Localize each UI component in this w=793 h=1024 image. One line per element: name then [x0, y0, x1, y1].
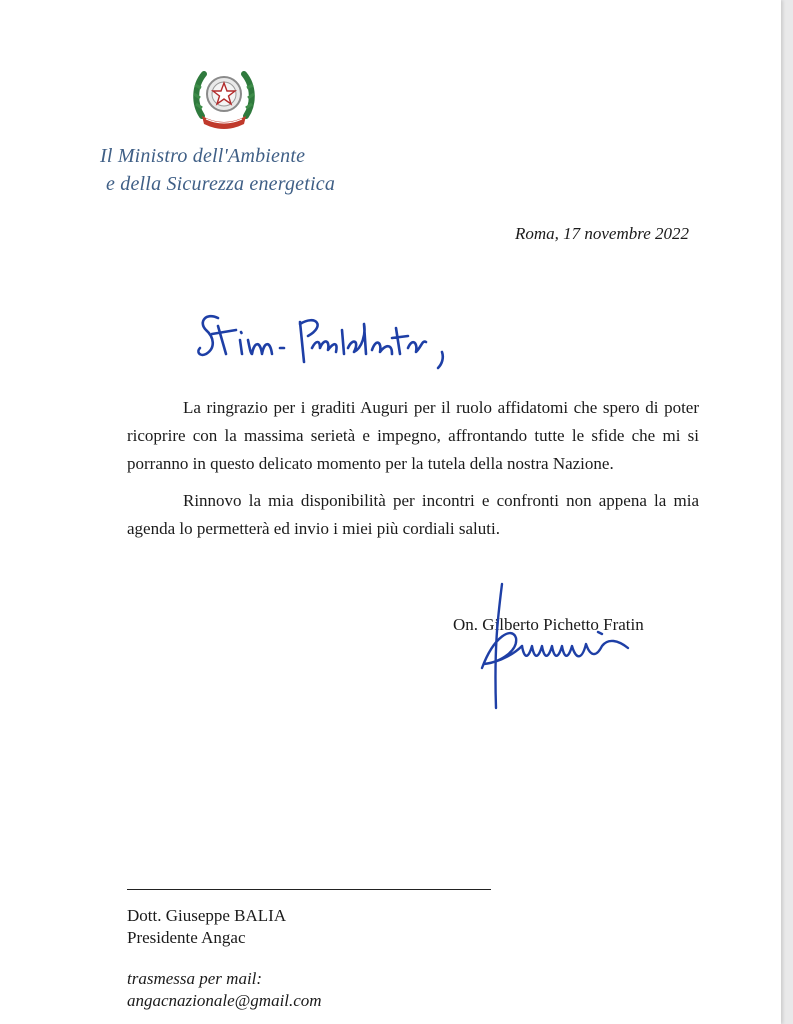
body-paragraph-2: Rinnovo la mia disponibilità per incontri e confronti non appena la mia agenda lo permetterà ed invio i miei più cordiali saluti.: [127, 491, 699, 538]
transmission-label: trasmessa per mail:: [127, 969, 263, 988]
ministry-title-line2: e della Sicurezza energetica: [106, 173, 336, 195]
recipient-name: Dott. Giuseppe BALIA: [127, 906, 287, 925]
ministry-title: [100, 142, 400, 198]
letter-date: Roma, 17 novembre 2022: [514, 224, 689, 243]
ministry-title-line1: Il Ministro dell'Ambiente: [100, 145, 306, 167]
handwritten-signature: [472, 576, 652, 716]
divider-line: [127, 889, 491, 890]
body-paragraph-1: La ringrazio per i graditi Auguri per il ruolo affidatomi che spero di poter ricoprire con la massima serietà e impegno, affrontando tutte le sfide che mi si porranno in questo delicato momento per la tutela della nostra Nazione.: [127, 398, 699, 473]
recipient-role: Presidente Angac: [127, 928, 246, 947]
signatory-name: On. Gilberto Pichetto Fratin: [453, 615, 644, 634]
transmission-note: [127, 968, 322, 1012]
handwritten-salutation: [196, 304, 466, 374]
italian-republic-emblem-icon: [192, 64, 256, 134]
letter-body: [127, 394, 699, 552]
recipient-email: angacnazionale@gmail.com: [127, 991, 322, 1010]
recipient-block: [127, 905, 286, 949]
